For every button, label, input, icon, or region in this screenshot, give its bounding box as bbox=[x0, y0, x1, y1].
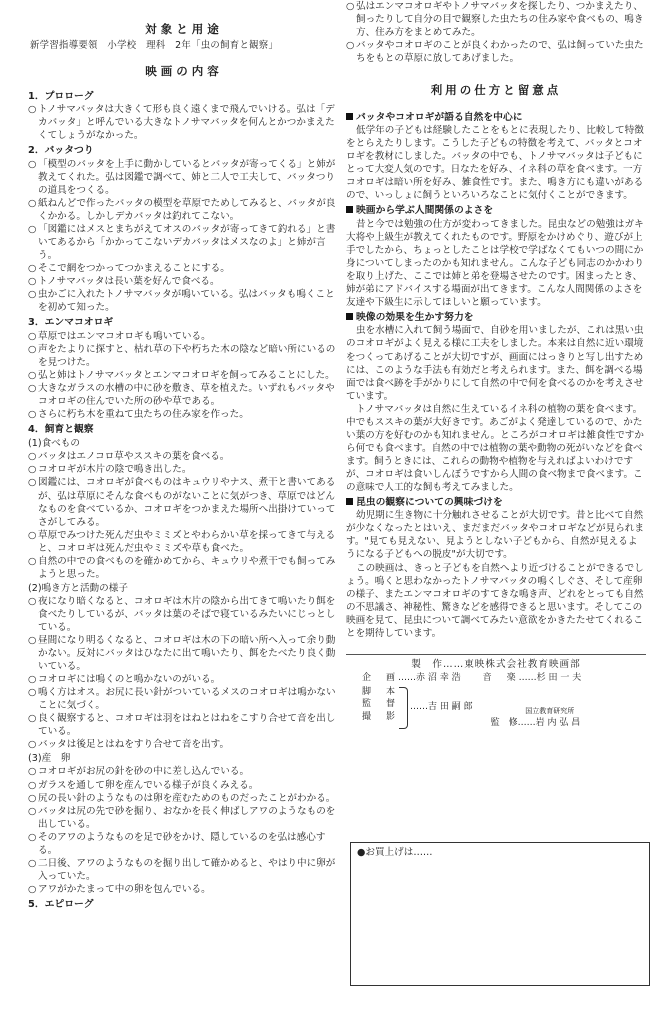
bullet-circle-icon: ○ bbox=[346, 40, 355, 52]
music-name: ……杉 田 一 夫 bbox=[518, 672, 582, 683]
paragraph: 虫を水槽に入れて飼う場面で、自砂を用いましたが、これは黒い虫のコオロギがよく見える様に工夫をしました。本来は自然に近い環境をつくってあげることが大切ですが、画面にはっきりと写し出すためには、このような手法も有効だと考えられます。また、餌を調べる場面では食べ跡を手がかりにして自然の中で何を食べるのかを考えさせています。 bbox=[346, 325, 644, 402]
list-item-text: バッタはエノコロ草やススキの葉を食べる。 bbox=[38, 451, 230, 463]
bullet-circle-icon: ○ bbox=[28, 674, 37, 686]
list-item bbox=[28, 343, 340, 369]
subsection-heading: (3)産 卵 bbox=[28, 753, 71, 765]
square-bullet-icon bbox=[346, 313, 353, 320]
paragraph: 幼児期に生き物に十分触れさせることが大切です。昔と比べて自然が少なくなったとはいえ、まだまだバッタやコオロギなどが見られます。"見ても見えない、見ようとしない子どもから、自然が見えるようになる子どもへの脱皮"が大切です。 bbox=[346, 510, 644, 561]
role-camera: 撮 影 bbox=[362, 711, 399, 722]
purchase-box bbox=[350, 842, 650, 986]
purchase-label: ●お買上げは…… bbox=[357, 847, 433, 858]
role-script: 脚 本 bbox=[362, 687, 399, 698]
section-heading: 4．飼育と観察 bbox=[28, 424, 94, 435]
usage-point-heading bbox=[346, 496, 646, 509]
list-item-text: さらに朽ち木を重ねて虫たちの住み家を作った。 bbox=[38, 408, 249, 420]
list-item bbox=[28, 476, 340, 528]
bullet-circle-icon: ○ bbox=[28, 883, 37, 895]
production-credit: 製 作……東映株式会社教育映画部 bbox=[411, 658, 581, 670]
list-item-text: 尻の長い針のようなものは卵を産むためのものだったことがわかる。 bbox=[38, 792, 336, 804]
section-heading: 3．エンマコオロギ bbox=[28, 317, 114, 329]
bullet-circle-icon: ○ bbox=[28, 766, 37, 778]
list-item bbox=[28, 738, 340, 751]
supervisor-block bbox=[491, 707, 581, 729]
music-label: 音 楽 bbox=[482, 672, 519, 683]
supervisor-org: 国立教育研究所 bbox=[525, 707, 575, 716]
list-item-text: 二日後、アワのようなものを掘り出して確かめると、やはり中に卵が入っていた。 bbox=[38, 857, 336, 882]
planning-name: ……赤 沼 幸 浩 bbox=[398, 672, 461, 683]
usage-points bbox=[346, 111, 646, 640]
list-item-text: トノサマバッタは大きくて形も良く遠くまで飛んでいける。弘は「デカバッタ」と呼んでいる大きなトノサマバッタを何んとかつかまえたくてしょうがなかった。 bbox=[38, 104, 335, 142]
paragraph: 昔と今では勉強の仕方が変わってきました。昆虫などの勉強はガキ大将や上級生が教えてくれたものです。野原をかけめぐり、遊びが上手でしたから、ちょっとしたことは学校で学ばなくてもいつの間にか身についてしまったのかも知れません。こんな子ども同志のかかわりを取り上げた、ここでは姉と弟を登場させたのです。困まったとき、姉が弟にアドバイスする場面が出てきます。こんな人間関係のよさを友達や下級生に示してほしいと願っています。 bbox=[346, 218, 644, 309]
bullet-circle-icon: ○ bbox=[28, 792, 37, 804]
bullet-circle-icon: ○ bbox=[28, 477, 37, 489]
list-item-text: 鳴く方はオス。お尻に長い針がついているメスのコオロギは鳴かないことに気づく。 bbox=[38, 687, 336, 712]
list-item-text: アワがかたまって中の卵を包んでいる。 bbox=[38, 883, 211, 895]
staff-block bbox=[362, 686, 646, 729]
list-item-text: そこで網をつかってつかまえることにする。 bbox=[38, 263, 230, 275]
list-item bbox=[28, 555, 340, 581]
list-item bbox=[28, 103, 340, 142]
list-item bbox=[346, 39, 646, 65]
bullet-circle-icon: ○ bbox=[28, 857, 37, 869]
bullet-circle-icon: ○ bbox=[28, 330, 37, 342]
left-column bbox=[28, 0, 340, 911]
section-heading: 2．バッタつり bbox=[28, 145, 94, 157]
list-item bbox=[28, 262, 340, 275]
list-item-text: 昼間になり明るくなると、コオロギは木の下の暗い所へ入って余り動かない。反対にバッタはひなたに出て鳴いたり、餌をたべたり良く動いている。 bbox=[38, 635, 336, 673]
square-bullet-icon bbox=[346, 206, 353, 213]
list-item-text: バッタは尻の先で砂を掘り、おなかを長く伸ばしアワのようなものを出している。 bbox=[38, 805, 336, 830]
planning-music-row bbox=[362, 672, 646, 684]
role-director: 監 督 bbox=[362, 699, 399, 710]
bullet-circle-icon: ○ bbox=[346, 1, 355, 12]
list-item-text: そのアワのようなものを足で砂をかけ、隠しているのを弘は感心する。 bbox=[38, 831, 326, 856]
list-item bbox=[28, 634, 340, 673]
list-item bbox=[28, 805, 340, 831]
credits bbox=[346, 654, 646, 729]
list-item bbox=[28, 595, 340, 634]
usage-point-heading bbox=[346, 204, 646, 217]
brace-icon bbox=[399, 687, 408, 729]
paragraph: 低学年の子どもは経験したことをもとに表現したり、比較して特徴をとらえたりします。こうした子どもの特徴を考えて、バッタとコオロギを教材にしました。バッタの中でも、トノサマバッタは子どもにとって大変人気のです。日なたを好み、イネ科の草を食べます。一方コオロギは暗い所を好み、雑食性です。また、鳴き方にも違いがあるので、いっしょに飼うといろいろなことに気付くことができます。 bbox=[346, 125, 644, 202]
bullet-circle-icon: ○ bbox=[28, 779, 37, 791]
list-item-text: 草原ではエンマコオロギも鳴いている。 bbox=[38, 330, 211, 342]
bullet-circle-icon: ○ bbox=[28, 451, 37, 463]
film-content-title: 映画の内容 bbox=[145, 64, 223, 79]
usage-point-heading-text: 映像の効果を生かす努力を bbox=[356, 312, 474, 324]
list-item-text: 虫かごに入れたトノサマバッタが鳴いている。弘はバッタも鳴くことを初めて知った。 bbox=[38, 289, 335, 314]
bullet-circle-icon: ○ bbox=[28, 197, 37, 209]
usage-point-heading-text: 昆虫の観察についての興味づけを bbox=[356, 497, 503, 509]
subsection-heading: (2)鳴き方と活動の様子 bbox=[28, 582, 128, 594]
bullet-circle-icon: ○ bbox=[28, 158, 37, 170]
list-item-text: トノサマバッタは長い葉を好んで食べる。 bbox=[38, 276, 220, 288]
bullet-circle-icon: ○ bbox=[28, 555, 37, 567]
list-item-text: 「模型のバッタを上手に動かしているとバッタが寄ってくる」と姉が教えてくれた。弘は図鑑で調べて、姉と二人で工夫して、バッタつりの道具をつくる。 bbox=[38, 158, 336, 196]
bullet-circle-icon: ○ bbox=[28, 263, 37, 275]
usage-point-heading bbox=[346, 111, 646, 124]
staff-person: ……吉 田 嗣 郎 bbox=[410, 702, 473, 713]
list-item bbox=[28, 223, 340, 262]
bullet-circle-icon: ○ bbox=[28, 276, 37, 288]
list-item-text: コオロギがお尻の針を砂の中に差し込んでいる。 bbox=[38, 766, 250, 778]
paragraph: この映画は、きっと子どもを自然へより近づけることができるでしょう。鳴くと思わなかったトノサマバッタの鳴くしぐさ、そして産卵の様子、またエンマコオロギのすてきな鳴き声、どれをとっても自然の不思議さ、神秘性、驚きなどを感得できると思います。そしてこの映画を見て、昆虫について調べてみたい意欲をかきたたせてくれることを期待しています。 bbox=[346, 562, 644, 639]
usage-title: 利用の仕方と留意点 bbox=[430, 83, 562, 98]
list-item bbox=[28, 408, 340, 421]
list-item-text: 声をたよりに探すと、枯れ草の下や朽ちた木の陰など暗い所にいるのを見つけた。 bbox=[38, 343, 336, 368]
bullet-circle-icon: ○ bbox=[28, 289, 37, 301]
list-item bbox=[28, 288, 340, 314]
usage-point-heading bbox=[346, 311, 646, 324]
film-content-sections bbox=[28, 90, 340, 911]
bullet-circle-icon: ○ bbox=[28, 529, 37, 541]
list-item bbox=[28, 275, 340, 288]
list-item-text: 大きなガラスの水槽の中に砂を敷き、草を植えた。いずれもバッタやコオロギの住んでいた所の砂や草である。 bbox=[38, 382, 335, 407]
list-item-text: コオロギが木片の陰で鳴き出した。 bbox=[38, 464, 192, 476]
list-item-text: 弘はエンマコオロギやトノサマバッタを探したり、つかまえたり、飼ったりして自分の目で観察した虫たちの住み家や食べもの、鳴き方、住み方をまとめてみた。 bbox=[356, 1, 644, 39]
list-item-text: 夜になり暗くなると、コオロギは木片の陰から出てきて鳴いたり餌を食べたりしているが、バッタは葉のそばで寝ているみたいにじっとしている。 bbox=[38, 595, 336, 633]
list-item-text: 良く観察すると、コオロギは羽をはねとはねをこすり合せて音を出している。 bbox=[38, 713, 336, 738]
list-item bbox=[28, 369, 340, 382]
list-item bbox=[28, 831, 340, 857]
list-item bbox=[28, 779, 340, 792]
list-item bbox=[28, 450, 340, 463]
list-item-text: 草原でみつけた死んだ虫やミミズとやわらかい草を採ってきて与えると、コオロギは死んだ虫やミミズや草も食べた。 bbox=[38, 529, 336, 554]
bullet-circle-icon: ○ bbox=[28, 595, 37, 607]
list-item-text: 「図鑑にはメスとまちがえてオスのバッタが寄ってきて釣れる」と書いてあるから「かかってこないデカバッタはメスなのよ」と姉が言う。 bbox=[38, 224, 336, 262]
content-continuation bbox=[346, 0, 646, 65]
list-item-text: 自然の中での食べものを確かめてから、キュウリや煮干でも飼ってみようと思った。 bbox=[38, 555, 336, 580]
bullet-circle-icon: ○ bbox=[28, 224, 37, 236]
bullet-circle-icon: ○ bbox=[28, 382, 37, 394]
bullet-circle-icon: ○ bbox=[28, 713, 37, 725]
bullet-circle-icon: ○ bbox=[28, 464, 37, 476]
usage-point-heading-text: バッタやコオロギが語る自然を中心に bbox=[356, 111, 523, 123]
list-item bbox=[28, 463, 340, 476]
bullet-circle-icon: ○ bbox=[28, 739, 37, 751]
usage-point-heading-text: 映画から学ぶ人間関係のよさを bbox=[356, 205, 494, 217]
paragraph: トノサマバッタは自然に生えているイネ科の植物の葉を食べます。中でもススキの葉が大好きです。あごがよく発達しているので、かたい葉の方を好むのかも知れません。ところがコオロギは雑食性ですから何でも食べます。自然の中では植物の葉や動物の死がいなどを食べます。飼うときには、これらの動物や植物を与えればよいわけですが、コオロギは食いしんぼうですから人間の食べ物まで食べます。この意味で人工的な飼も考えてみました。 bbox=[346, 403, 644, 493]
bullet-circle-icon: ○ bbox=[28, 831, 37, 843]
bullet-circle-icon: ○ bbox=[28, 687, 37, 699]
list-item bbox=[28, 158, 340, 197]
bullet-circle-icon: ○ bbox=[28, 805, 37, 817]
planning-label: 企 画 bbox=[362, 672, 399, 683]
list-item bbox=[28, 792, 340, 805]
list-item bbox=[346, 0, 646, 39]
list-item-text: ガラスを通して卵を産んでいる様子が良くみえる。 bbox=[38, 779, 259, 791]
list-item bbox=[28, 529, 340, 555]
square-bullet-icon bbox=[346, 113, 353, 120]
target-use-title: 対象と用途 bbox=[145, 22, 223, 36]
list-item-text: 弘と姉はトノサマバッタとエンマコオロギを飼ってみることにした。 bbox=[38, 369, 335, 381]
right-column bbox=[346, 0, 646, 729]
list-item bbox=[28, 673, 340, 686]
bullet-circle-icon: ○ bbox=[28, 635, 37, 647]
bullet-circle-icon: ○ bbox=[28, 369, 37, 381]
list-item-text: コオロギには鳴くのと鳴かないのがいる。 bbox=[38, 674, 221, 686]
staff-roles bbox=[362, 686, 398, 729]
subsection-heading: (1)食べもの bbox=[28, 438, 80, 450]
list-item bbox=[28, 712, 340, 738]
bullet-circle-icon: ○ bbox=[28, 408, 37, 420]
section-heading: 1．プロローグ bbox=[28, 91, 94, 103]
bullet-circle-icon: ○ bbox=[28, 104, 37, 116]
list-item bbox=[28, 330, 340, 343]
supervisor-name: 監 修……岩 内 弘 昌 bbox=[490, 717, 581, 728]
list-item-text: バッタやコオロギのことが良くわかったので、弘は飼っていた虫たちをもとの草原に放してあげました。 bbox=[356, 40, 644, 65]
list-item bbox=[28, 197, 340, 223]
list-item bbox=[28, 382, 340, 408]
square-bullet-icon bbox=[346, 498, 353, 505]
list-item-text: 図鑑には、コオロギが食べものはキュウリやナス、煮干と書いてあるが、弘は草原にそんな食べものがないことに気がつき、草原ではどんなものを食べているか、コオロギをつかまえた場所へ出掛けていってさがしてみる。 bbox=[38, 477, 336, 528]
list-item-text: 紙ねんどで作ったバッタの模型を草原でためしてみると、バッタが良くかかる。しかしデカバッタは釣れてこない。 bbox=[38, 197, 336, 222]
list-item bbox=[28, 686, 340, 712]
curriculum-guide: 新学習指導要領 小学校 理科 2年「虫の飼育と観察」 bbox=[30, 39, 279, 51]
section-heading: 5．エピローグ bbox=[28, 898, 94, 910]
bullet-circle-icon: ○ bbox=[28, 343, 37, 355]
list-item bbox=[28, 857, 340, 883]
list-item bbox=[28, 883, 340, 896]
list-item-text: バッタは後足とはねをすり合せて音を出す。 bbox=[38, 739, 230, 751]
list-item bbox=[28, 765, 340, 778]
